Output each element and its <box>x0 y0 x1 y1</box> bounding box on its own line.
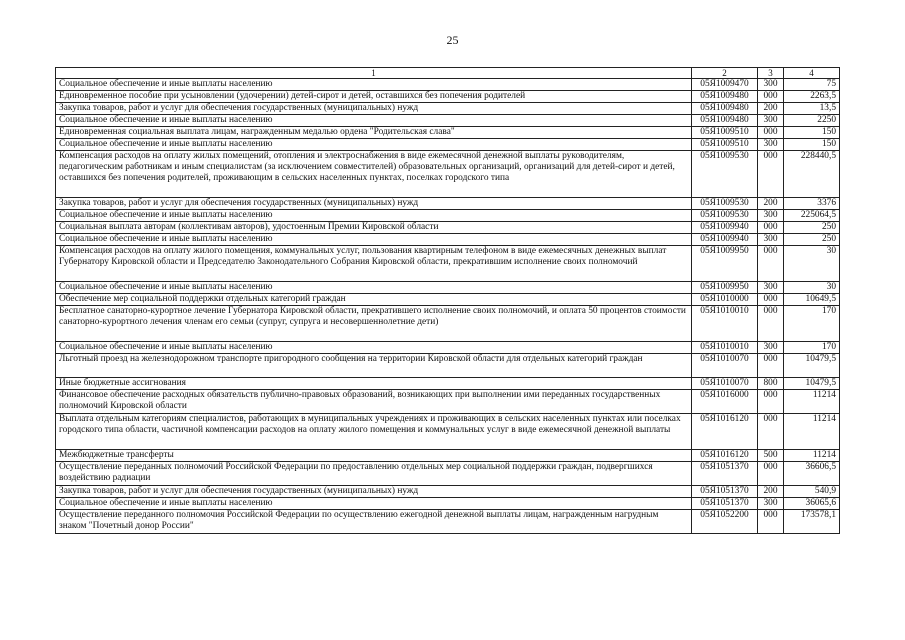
cell-code: 05Я1052200 <box>692 510 758 534</box>
cell-code: 05Я1010010 <box>692 306 758 342</box>
cell-sum: 150 <box>784 139 840 151</box>
cell-sum: 250 <box>784 234 840 246</box>
cell-name: Социальное обеспечение и иные выплаты населению <box>56 282 692 294</box>
cell-name: Осуществление переданного полномочия Российской Федерации по осуществлению ежегодной денежной выплаты лицам, награжденным нагрудным знаком "Почетный донор России" <box>56 510 692 534</box>
cell-name: Единовременное пособие при усыновлении (удочерении) детей-сирот и детей, оставшихся без попечения родителей <box>56 91 692 103</box>
cell-code: 05Я1009530 <box>692 151 758 198</box>
table-row <box>56 198 840 210</box>
cell-code: 05Я1051370 <box>692 498 758 510</box>
table-row <box>56 306 840 342</box>
table-row <box>56 510 840 534</box>
table-row <box>56 390 840 414</box>
cell-sum: 170 <box>784 342 840 354</box>
cell-code: 05Я1016120 <box>692 450 758 462</box>
cell-name: Закупка товаров, работ и услуг для обеспечения государственных (муниципальных) нужд <box>56 103 692 115</box>
header-cell-sum: 4 <box>784 68 840 79</box>
header-cell-expense-type: 3 <box>758 68 784 79</box>
cell-expense-type: 300 <box>758 234 784 246</box>
cell-name: Межбюджетные трансферты <box>56 450 692 462</box>
cell-sum: 11214 <box>784 414 840 450</box>
cell-code: 05Я1010000 <box>692 294 758 306</box>
table-row <box>56 91 840 103</box>
cell-code: 05Я1010070 <box>692 354 758 378</box>
cell-expense-type: 300 <box>758 139 784 151</box>
cell-expense-type: 300 <box>758 210 784 222</box>
cell-expense-type: 000 <box>758 462 784 486</box>
cell-expense-type: 000 <box>758 306 784 342</box>
cell-name: Социальное обеспечение и иные выплаты населению <box>56 498 692 510</box>
table-row <box>56 294 840 306</box>
cell-expense-type: 300 <box>758 79 784 91</box>
cell-expense-type: 000 <box>758 414 784 450</box>
cell-name: Единовременная социальная выплата лицам, награжденным медалью ордена "Родительская слава" <box>56 127 692 139</box>
cell-expense-type: 000 <box>758 354 784 378</box>
cell-code: 05Я1051370 <box>692 462 758 486</box>
cell-expense-type: 000 <box>758 222 784 234</box>
cell-code: 05Я1009510 <box>692 139 758 151</box>
cell-code: 05Я1009950 <box>692 282 758 294</box>
cell-expense-type: 000 <box>758 151 784 198</box>
cell-expense-type: 800 <box>758 378 784 390</box>
cell-expense-type: 000 <box>758 246 784 282</box>
cell-name: Социальная выплата авторам (коллективам авторов), удостоенным Премии Кировской области <box>56 222 692 234</box>
cell-expense-type: 000 <box>758 127 784 139</box>
cell-name: Закупка товаров, работ и услуг для обеспечения государственных (муниципальных) нужд <box>56 486 692 498</box>
table-row <box>56 115 840 127</box>
cell-expense-type: 500 <box>758 450 784 462</box>
cell-name: Обеспечение мер социальной поддержки отдельных категорий граждан <box>56 294 692 306</box>
cell-code: 05Я1016000 <box>692 390 758 414</box>
cell-code: 05Я1009940 <box>692 234 758 246</box>
cell-name: Бесплатное санаторно-курортное лечение Губернатора Кировской области, прекратившего исполнение своих полномочий, и оплата 50 процентов стоимости санаторно-курортного лечения членам его семьи (супруг, супруга и несовершеннолетние дети) <box>56 306 692 342</box>
cell-code: 05Я1009940 <box>692 222 758 234</box>
cell-sum: 36606,5 <box>784 462 840 486</box>
cell-code: 05Я1051370 <box>692 486 758 498</box>
cell-expense-type: 000 <box>758 510 784 534</box>
cell-expense-type: 300 <box>758 342 784 354</box>
cell-name: Выплата отдельным категориям специалистов, работающих в муниципальных учреждениях и проживающих в сельских населенных пунктах или поселках городского типа области, частичной компенсации расходов на оплату жилого помещения и коммунальных услуг в виде ежемесячной денежной выплаты <box>56 414 692 450</box>
cell-sum: 30 <box>784 282 840 294</box>
budget-table <box>55 67 840 534</box>
cell-sum: 228440,5 <box>784 151 840 198</box>
cell-name: Социальное обеспечение и иные выплаты населению <box>56 79 692 91</box>
cell-code: 05Я1009950 <box>692 246 758 282</box>
table-row <box>56 414 840 450</box>
cell-name: Осуществление переданных полномочий Российской Федерации по предоставлению отдельных мер социальной поддержки граждан, подвергшихся воздействию радиации <box>56 462 692 486</box>
cell-sum: 75 <box>784 79 840 91</box>
header-cell-name: 1 <box>56 68 692 79</box>
cell-name: Льготный проезд на железнодорожном транспорте пригородного сообщения на территории Кировской области для отдельных категорий граждан <box>56 354 692 378</box>
table-row <box>56 210 840 222</box>
cell-sum: 150 <box>784 127 840 139</box>
cell-sum: 170 <box>784 306 840 342</box>
table-row <box>56 282 840 294</box>
cell-expense-type: 000 <box>758 390 784 414</box>
page-number: 25 <box>446 33 459 47</box>
table-row <box>56 151 840 198</box>
cell-code: 05Я1010010 <box>692 342 758 354</box>
cell-code: 05Я1009480 <box>692 91 758 103</box>
table-row <box>56 342 840 354</box>
cell-expense-type: 300 <box>758 115 784 127</box>
table-row <box>56 486 840 498</box>
table-row <box>56 222 840 234</box>
table-row <box>56 498 840 510</box>
table-row <box>56 246 840 282</box>
table-header-row <box>56 68 840 79</box>
cell-expense-type: 200 <box>758 198 784 210</box>
cell-sum: 173578,1 <box>784 510 840 534</box>
cell-sum: 540,9 <box>784 486 840 498</box>
cell-sum: 10479,5 <box>784 378 840 390</box>
cell-sum: 10479,5 <box>784 354 840 378</box>
cell-sum: 2250 <box>784 115 840 127</box>
cell-code: 05Я1010070 <box>692 378 758 390</box>
cell-code: 05Я1009510 <box>692 127 758 139</box>
cell-sum: 11214 <box>784 390 840 414</box>
cell-expense-type: 000 <box>758 91 784 103</box>
cell-expense-type: 000 <box>758 294 784 306</box>
table-row <box>56 354 840 378</box>
cell-name: Социальное обеспечение и иные выплаты населению <box>56 210 692 222</box>
cell-sum: 13,5 <box>784 103 840 115</box>
cell-code: 05Я1009480 <box>692 103 758 115</box>
cell-sum: 36065,6 <box>784 498 840 510</box>
table-row <box>56 378 840 390</box>
cell-sum: 250 <box>784 222 840 234</box>
cell-sum: 30 <box>784 246 840 282</box>
cell-expense-type: 300 <box>758 282 784 294</box>
cell-name: Компенсация расходов на оплату жилых помещений, отопления и электроснабжения в виде ежемесячной денежной выплаты руководителям, педагогическим работникам и иным специалистам (за исключением совместителей) образовательных организаций, организаций для детей-сирот и детей, оставшихся без попечения родителей, проживающим в сельских населенных пунктах, поселках городского типа <box>56 151 692 198</box>
cell-sum: 225064,5 <box>784 210 840 222</box>
cell-sum: 3376 <box>784 198 840 210</box>
cell-name: Социальное обеспечение и иные выплаты населению <box>56 342 692 354</box>
cell-sum: 10649,5 <box>784 294 840 306</box>
cell-code: 05Я1009470 <box>692 79 758 91</box>
cell-name: Компенсация расходов на оплату жилого помещения, коммунальных услуг, пользования квартирным телефоном в виде ежемесячных денежных выплат Губернатору Кировской области и Председателю Законодательного Собрания Кировской области, прекратившим исполнение своих полномочий <box>56 246 692 282</box>
cell-code: 05Я1009530 <box>692 210 758 222</box>
cell-code: 05Я1009480 <box>692 115 758 127</box>
table-row <box>56 79 840 91</box>
table-row <box>56 234 840 246</box>
cell-name: Закупка товаров, работ и услуг для обеспечения государственных (муниципальных) нужд <box>56 198 692 210</box>
cell-code: 05Я1016120 <box>692 414 758 450</box>
cell-name: Финансовое обеспечение расходных обязательств публично-правовых образований, возникающих при выполнении ими переданных государственных полномочий Кировской области <box>56 390 692 414</box>
table-row <box>56 127 840 139</box>
cell-name: Социальное обеспечение и иные выплаты населению <box>56 115 692 127</box>
cell-code: 05Я1009530 <box>692 198 758 210</box>
cell-name: Социальное обеспечение и иные выплаты населению <box>56 234 692 246</box>
table-row <box>56 139 840 151</box>
table-row <box>56 450 840 462</box>
table-row <box>56 462 840 486</box>
cell-name: Иные бюджетные ассигнования <box>56 378 692 390</box>
cell-expense-type: 200 <box>758 486 784 498</box>
header-cell-code: 2 <box>692 68 758 79</box>
cell-sum: 11214 <box>784 450 840 462</box>
cell-expense-type: 200 <box>758 103 784 115</box>
cell-sum: 2263,5 <box>784 91 840 103</box>
cell-name: Социальное обеспечение и иные выплаты населению <box>56 139 692 151</box>
table-row <box>56 103 840 115</box>
cell-expense-type: 300 <box>758 498 784 510</box>
